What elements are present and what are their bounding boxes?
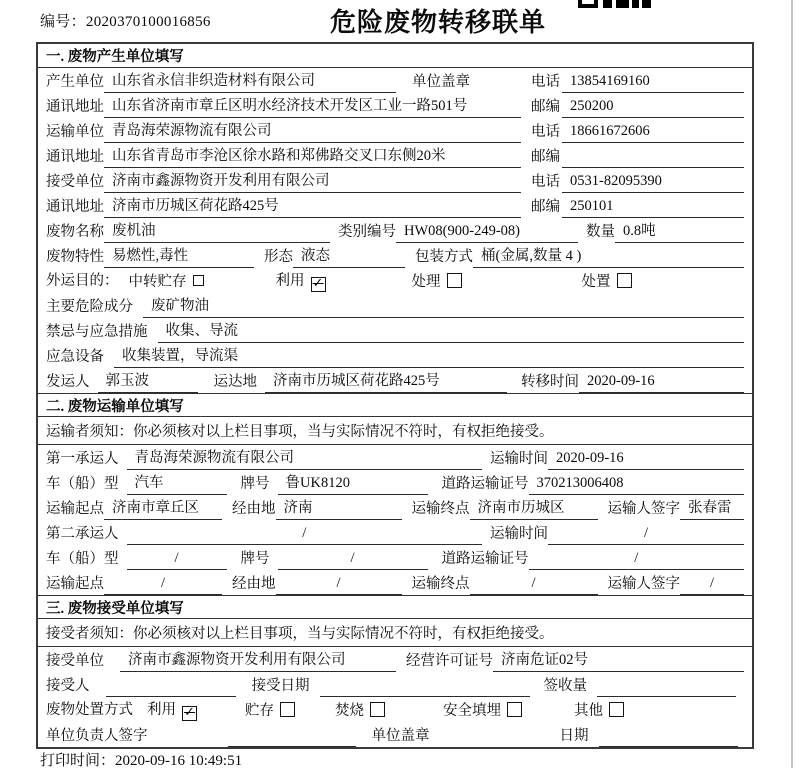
quantity-value: 0.8吨 xyxy=(615,219,744,243)
form-label: 形态 xyxy=(264,249,293,265)
seal-label: 单位盖章 xyxy=(371,728,430,744)
checkbox-storage-unchecked xyxy=(193,275,204,286)
row-receiver xyxy=(38,672,752,697)
waste-name-value: 废机油 xyxy=(104,219,330,243)
section2-header: 二. 废物运输单位填写 xyxy=(38,393,752,417)
transport-zip-value xyxy=(562,150,744,168)
print-time-value: 2020-09-16 10:49:51 xyxy=(115,753,243,769)
receive-unit-label: 接受单位 xyxy=(46,653,104,669)
transfer-form-table xyxy=(36,42,754,749)
permit-value: 济南危证02号 xyxy=(493,648,744,672)
row-transport-unit xyxy=(38,118,752,143)
category-value: HW08(900-249-08) xyxy=(396,223,578,243)
hazard-label: 主要危险成分 xyxy=(46,299,133,315)
address-label: 通讯地址 xyxy=(46,149,104,165)
receive-unit-label: 接受单位 xyxy=(46,174,104,190)
option-label: 安全填埋 xyxy=(443,702,501,719)
row-receive-unit xyxy=(38,168,752,193)
road-license-value: 370213006408 xyxy=(529,475,745,495)
section3-notice: 接受者须知：你必须核对以上栏目事项，当与实际情况不符时，有权拒绝接受。 xyxy=(38,619,752,647)
transport-time-value: / xyxy=(548,525,744,545)
row-hazard-component xyxy=(38,293,752,318)
waste-name-label: 废物名称 xyxy=(46,224,104,240)
row-receive-address xyxy=(38,193,752,218)
transport-phone-value: 18661672606 xyxy=(562,123,744,143)
row-vehicle2 xyxy=(38,545,752,570)
plate-label: 牌号 xyxy=(240,476,270,492)
serial-value: 2020370100016856 xyxy=(85,14,211,30)
vehicle-type-label: 车（船）型 xyxy=(46,476,119,492)
route-end-value: 济南市历城区 xyxy=(470,496,598,520)
receiver-label: 接受人 xyxy=(46,678,90,694)
consignor-value: 郭玉波 xyxy=(98,369,198,393)
option-label: 中转贮存 xyxy=(128,273,187,290)
address-label: 通讯地址 xyxy=(46,199,104,215)
section3-header: 三. 废物接受单位填写 xyxy=(38,595,752,619)
producer-value: 山东省永信非织造材料有限公司 xyxy=(104,69,396,93)
option-label: 处理 xyxy=(411,273,441,290)
serial-label: 编号： xyxy=(40,14,86,30)
row-carrier2 xyxy=(38,520,752,545)
transporter-sign-label: 运输人签字 xyxy=(607,501,680,517)
phone-label: 电话 xyxy=(531,74,560,90)
transport-time-label: 运输时间 xyxy=(490,451,548,467)
option-label: 利用 xyxy=(275,272,305,289)
amount-label: 签收量 xyxy=(543,678,587,694)
via-label: 经由地 xyxy=(232,501,276,517)
receive-phone-value: 0531-82095390 xyxy=(562,173,744,193)
packing-value: 桶(金属,数量 4 ) xyxy=(473,244,744,268)
producer-address-value: 山东省济南市章丘区明水经济技术开发区工业一路501号 xyxy=(104,94,521,118)
form-value: 液态 xyxy=(293,244,405,268)
destination-value: 济南市历城区荷花路425号 xyxy=(265,369,507,393)
route-start-value: 济南市章丘区 xyxy=(104,496,222,520)
receive-zip-value: 250101 xyxy=(562,198,744,218)
transfer-time-value: 2020-09-16 xyxy=(579,373,744,393)
responsible-sign-label: 单位负责人签字 xyxy=(46,728,148,744)
checkbox-store-unchecked xyxy=(280,702,295,717)
date-value xyxy=(599,729,739,747)
transport-address-value: 山东省青岛市李沧区徐水路和郑佛路交叉口东侧20米 xyxy=(104,144,521,168)
disposal-option-burn xyxy=(335,699,385,721)
purpose-label: 外运目的： xyxy=(46,273,119,289)
print-time-label: 打印时间： xyxy=(40,753,116,769)
road-license-label: 道路运输证号 xyxy=(441,551,529,567)
plate-label: 牌号 xyxy=(240,551,270,567)
carrier2-value: / xyxy=(127,525,483,545)
carrier1-value: 青岛海荣源物流有限公司 xyxy=(127,446,483,470)
equipment-label: 应急设备 xyxy=(46,349,104,365)
road-license-label: 道路运输证号 xyxy=(441,476,529,492)
page-title: 危险废物转移联单 xyxy=(330,8,547,37)
checkbox-other-unchecked xyxy=(609,702,624,717)
checkbox-landfill-unchecked xyxy=(507,702,522,717)
equipment-value: 收集装置，导流渠 xyxy=(114,344,744,368)
receive-unit-value: 济南市鑫源物资开发利用有限公司 xyxy=(120,648,396,672)
destination-label: 运达地 xyxy=(213,374,257,390)
route-start-label: 运输起点 xyxy=(46,501,104,517)
disposal-option-use xyxy=(147,698,197,722)
receiver-value xyxy=(106,679,236,697)
vehicle-type-value: 汽车 xyxy=(127,471,227,495)
receive-date-label: 接受日期 xyxy=(251,678,310,694)
checkbox-dispose-unchecked xyxy=(617,273,632,288)
vehicle-type-value: / xyxy=(127,550,227,570)
qr-code-fragment xyxy=(578,0,652,8)
producer-phone-value: 13854169160 xyxy=(562,73,744,93)
purpose-option-treat xyxy=(412,270,462,292)
route-start-value: / xyxy=(104,575,222,595)
row-producer-address xyxy=(38,93,752,118)
permit-label: 经营许可证号 xyxy=(406,653,493,669)
carrier2-label: 第二承运人 xyxy=(46,526,119,542)
row-route2 xyxy=(38,570,752,595)
measures-label: 禁忌与应急措施 xyxy=(46,324,148,340)
row-route1 xyxy=(38,495,752,520)
receive-unit-value: 济南市鑫源物资开发利用有限公司 xyxy=(104,169,521,193)
row-producer xyxy=(38,68,752,93)
serial-number-line xyxy=(40,10,211,31)
producer-zip-value: 250200 xyxy=(562,98,744,118)
print-time-line xyxy=(40,749,242,770)
quantity-label: 数量 xyxy=(586,224,615,240)
transport-time-label: 运输时间 xyxy=(490,526,548,542)
row-receive-unit3 xyxy=(38,647,752,672)
row-transport-address xyxy=(38,143,752,168)
check-mark-icon: ✓ xyxy=(312,275,324,291)
carrier1-label: 第一承运人 xyxy=(46,451,119,467)
option-label: 处置 xyxy=(581,273,611,290)
transporter-sign-value: / xyxy=(680,575,744,595)
checkbox-use-checked xyxy=(182,706,197,721)
phone-label: 电话 xyxy=(531,174,560,190)
disposal-option-landfill xyxy=(443,699,522,721)
hazard-value: 废矿物油 xyxy=(143,294,744,318)
option-label: 其他 xyxy=(574,702,603,719)
checkbox-treat-unchecked xyxy=(447,273,462,288)
zip-label: 邮编 xyxy=(531,99,560,115)
route-end-label: 运输终点 xyxy=(411,501,470,517)
row-signature xyxy=(38,722,752,747)
row-purpose xyxy=(38,268,752,293)
amount-value xyxy=(597,679,736,697)
checkbox-use-checked xyxy=(311,277,326,292)
row-emergency-measures xyxy=(38,318,752,343)
receive-address-value: 济南市历城区荷花路425号 xyxy=(104,194,521,218)
disposal-option-store xyxy=(245,699,295,721)
waste-property-value: 易燃性,毒性 xyxy=(104,244,254,268)
transport-time-value: 2020-09-16 xyxy=(548,450,744,470)
road-license-value: / xyxy=(529,550,745,570)
route-start-label: 运输起点 xyxy=(46,576,104,592)
waste-property-label: 废物特性 xyxy=(46,249,104,265)
row-disposal xyxy=(38,697,752,722)
vehicle-type-label: 车（船）型 xyxy=(46,551,119,567)
purpose-option-storage xyxy=(129,270,204,292)
seal-label: 单位盖章 xyxy=(412,74,470,90)
option-label: 利用 xyxy=(147,701,176,718)
via-value: / xyxy=(276,575,402,595)
option-label: 贮存 xyxy=(245,702,274,719)
date-label: 日期 xyxy=(559,728,589,744)
receive-date-value xyxy=(320,679,530,697)
zip-label: 邮编 xyxy=(531,199,560,215)
route-end-label: 运输终点 xyxy=(411,576,470,592)
measures-value: 收集、导流 xyxy=(158,319,745,343)
transfer-time-label: 转移时间 xyxy=(521,374,579,390)
row-carrier1 xyxy=(38,445,752,470)
disposal-label: 废物处置方式 xyxy=(46,702,133,718)
category-label: 类别编号 xyxy=(338,224,396,240)
transporter-sign-value: 张春雷 xyxy=(680,496,744,520)
check-mark-icon: ✓ xyxy=(184,704,195,720)
purpose-option-dispose xyxy=(582,270,632,292)
transporter-sign-label: 运输人签字 xyxy=(607,576,680,592)
section2-notice: 运输者须知：你必须核对以上栏目事项，当与实际情况不符时，有权拒绝接受。 xyxy=(38,417,752,445)
consignor-label: 发运人 xyxy=(46,374,90,390)
plate-value: 鲁UK8120 xyxy=(278,471,428,495)
disposal-option-other xyxy=(574,699,624,721)
via-label: 经由地 xyxy=(232,576,276,592)
row-consignor xyxy=(38,368,752,393)
transport-unit-label: 运输单位 xyxy=(46,124,104,140)
transport-unit-value: 青岛海荣源物流有限公司 xyxy=(104,119,521,143)
row-waste-property xyxy=(38,243,752,268)
row-emergency-equipment xyxy=(38,343,752,368)
responsible-sign-value xyxy=(228,729,356,747)
purpose-option-use xyxy=(276,269,326,293)
section1-header: 一. 废物产生单位填写 xyxy=(38,44,752,68)
row-vehicle1 xyxy=(38,470,752,495)
address-label: 通讯地址 xyxy=(46,99,104,115)
packing-label: 包装方式 xyxy=(415,249,473,265)
window-right-border xyxy=(791,0,793,768)
option-label: 焚烧 xyxy=(335,702,364,719)
via-value: 济南 xyxy=(276,496,402,520)
row-waste-name xyxy=(38,218,752,243)
checkbox-burn-unchecked xyxy=(370,702,385,717)
producer-label: 产生单位 xyxy=(46,74,104,90)
route-end-value: / xyxy=(470,575,598,595)
plate-value: / xyxy=(278,550,428,570)
phone-label: 电话 xyxy=(531,124,560,140)
zip-label: 邮编 xyxy=(531,149,560,165)
